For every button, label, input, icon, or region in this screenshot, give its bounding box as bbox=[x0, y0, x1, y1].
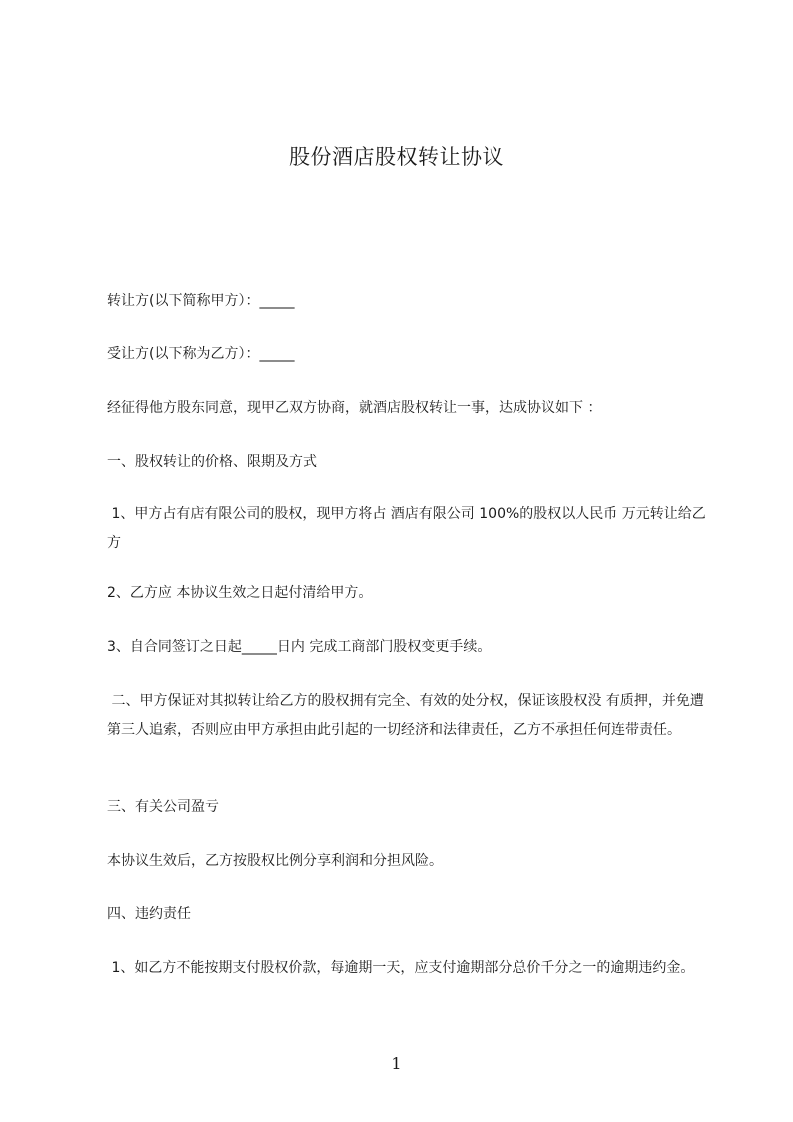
transferor-line: 转让方(以下简称甲方）：_____ bbox=[107, 293, 295, 309]
section-3-heading: 三、有关公司盈亏 bbox=[107, 799, 219, 815]
page-number: 1 bbox=[391, 1054, 402, 1073]
clause-1-2: 2、乙方应 本协议生效之日起付清给甲方。 bbox=[107, 585, 373, 601]
preamble-paragraph: 经征得他方股东同意，现甲乙双方协商，就酒店股权转让一事，达成协议如下 ： bbox=[107, 400, 602, 416]
section-1-heading: 一、股权转让的价格、限期及方式 bbox=[107, 454, 317, 470]
clause-1-3: 3、自合同签订之日起_____日内 完成工商部门股权变更手续。 bbox=[107, 639, 492, 655]
section-4-heading: 四、违约责任 bbox=[107, 906, 191, 922]
section-2-paragraph: 二、甲方保证对其拟转让给乙方的股权拥有完全、有效的处分权，保证该股权没 有质押，并免遭第三人追索，否则应由甲方承担由此引起的一切经济和法律责任，乙方不承担任何连带责任。 bbox=[107, 693, 704, 738]
clause-4-1: 1、如乙方不能按期支付股权价款，每逾期一天，应支付逾期部分总价千分之一的逾期违约金。 bbox=[107, 960, 695, 976]
transferee-line: 受让方(以下称为乙方）：_____ bbox=[107, 346, 295, 362]
section-3-paragraph: 本协议生效后，乙方按股权比例分享利润和分担风险。 bbox=[107, 853, 443, 869]
document-title: 股份酒店股权转让协议 bbox=[289, 145, 504, 169]
clause-1-1: 1、甲方占有店有限公司的股权，现甲方将占 酒店有限公司 100%的股权以人民币 万元转让给乙方 bbox=[107, 506, 706, 551]
